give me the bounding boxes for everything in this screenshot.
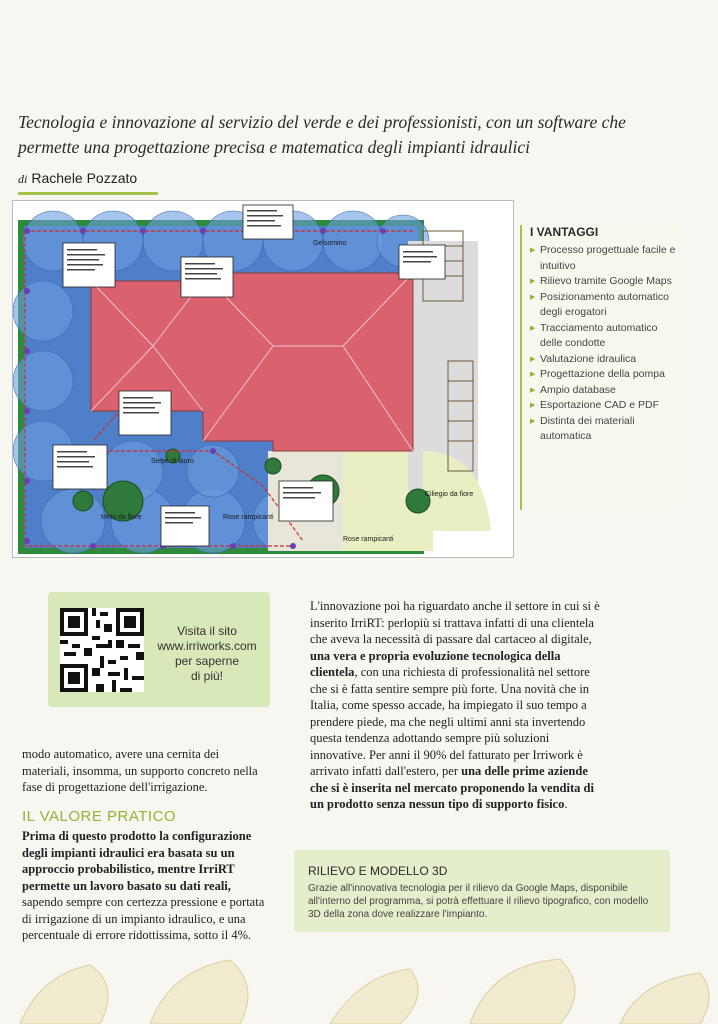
byline-prefix: di — [18, 172, 28, 186]
advantage-item: ▶ Valutazione idraulica — [530, 352, 680, 368]
body-text: . — [564, 797, 568, 811]
body-text: L'innovazione poi ha riguardato anche il settore in cui si è inserito IrriRT: perlopiù si trattava infatti di una clientela che aveva la necessità di passare dal cartaceo al digitale, — [310, 599, 600, 646]
section-heading-valore: IL VALORE PRATICO — [22, 808, 177, 825]
label-hedge: Siepe di lauro — [151, 458, 194, 465]
qr-website-link[interactable]: www.irriworks.com — [157, 639, 257, 653]
advantages-box — [520, 225, 680, 510]
irrigation-plan-drawing — [13, 201, 513, 557]
irrigation-plan-image — [12, 200, 514, 558]
column-1-text: modo automatico, avere una cernita dei materiali, insomma, un supporto concreto nella fase di progettazione dell'irrigazione. — [22, 747, 258, 794]
advantage-item: ▶ Rilievo tramite Google Maps — [530, 274, 680, 290]
column-1-body — [22, 828, 267, 944]
column-2-text — [310, 598, 600, 813]
qr-line-3: per saperne — [174, 654, 240, 668]
body-bold: Prima di questo prodotto la configurazione degli impianti idraulici era basata su un approccio probabilistico, mentre IrriRT permette un lavoro basato su dati reali, — [22, 829, 252, 893]
label-gelsomino: Gelsomino — [313, 240, 347, 247]
advantage-item: ▶ Tracciamento automatico delle condotte — [530, 321, 680, 352]
advantage-item: ▶ Posizionamento automatico degli erogatori — [530, 290, 680, 321]
byline-divider — [18, 192, 158, 195]
advantage-item: ▶ Progettazione della pompa — [530, 367, 680, 383]
byline — [18, 170, 137, 188]
label-melo: Melo da fiore — [101, 514, 142, 521]
ginkgo-leaves-decoration — [0, 955, 718, 1024]
qr-code-icon[interactable] — [60, 608, 144, 692]
rilievo-title: RILIEVO E MODELLO 3D — [308, 864, 448, 878]
byline-author: Rachele Pozzato — [31, 170, 138, 186]
advantages-title: I VANTAGGI — [530, 225, 599, 239]
body-text: sapendo sempre con certezza pressione e portata di irrigazione di un impianto idraulico, e una percentuale di errore ridottissima, sotto il 4%. — [22, 895, 265, 942]
body-bold: una delle prime aziende che si è inserita nel mercato proponendo la vendita di un prodotto senza nessun tipo di supporto fisico — [310, 764, 594, 811]
rilievo-text: Grazie all'innovativa tecnologia per il rilievo da Google Maps, disponibile all'interno del programma, si potrà effettuare il rilievo tipografico, con modello 3D della zona dove realizzare l'impianto. — [308, 883, 649, 920]
qr-line-1: Visita il sito — [177, 624, 237, 638]
advantages-list — [530, 243, 680, 445]
body-text: , con una richiesta di professionalità nel settore che si è fatta sentire sempre più forte. Una novità che in Italia, come spesso accade, ha impiegato il suo tempo a prendere piede, ma che negli ultimi anni sta invertendo questa tendenza adottando sempre più soluzioni innovative. Per anni il 90% del fatturato per Irriwork è arrivato infatti dall'estero, per — [310, 665, 590, 778]
advantage-item: ▶ Distinta dei materiali automatica — [530, 414, 680, 445]
advantage-item: ▶ Processo progettuale facile e intuitivo — [530, 243, 680, 274]
advantage-item: ▶ Ampio database — [530, 383, 680, 399]
label-rose-2: Rose rampicanti — [343, 536, 394, 543]
article-intro: Tecnologia e innovazione al servizio del verde e dei professionisti, con un software che permette una progettazione precisa e matematica degli impianti idraulici — [18, 112, 626, 157]
advantage-item: ▶ Esportazione CAD e PDF — [530, 398, 680, 414]
body-bold: una vera e propria evoluzione tecnologica della clientela — [310, 648, 561, 679]
label-rose-1: Rose rampicanti — [223, 514, 274, 521]
label-ciliegio: Ciliegio da fiore — [425, 491, 474, 498]
qr-line-4: di più! — [190, 669, 224, 683]
qr-promo-text — [148, 624, 266, 684]
qr-promo-box — [48, 592, 270, 707]
rilievo-box — [294, 850, 670, 932]
